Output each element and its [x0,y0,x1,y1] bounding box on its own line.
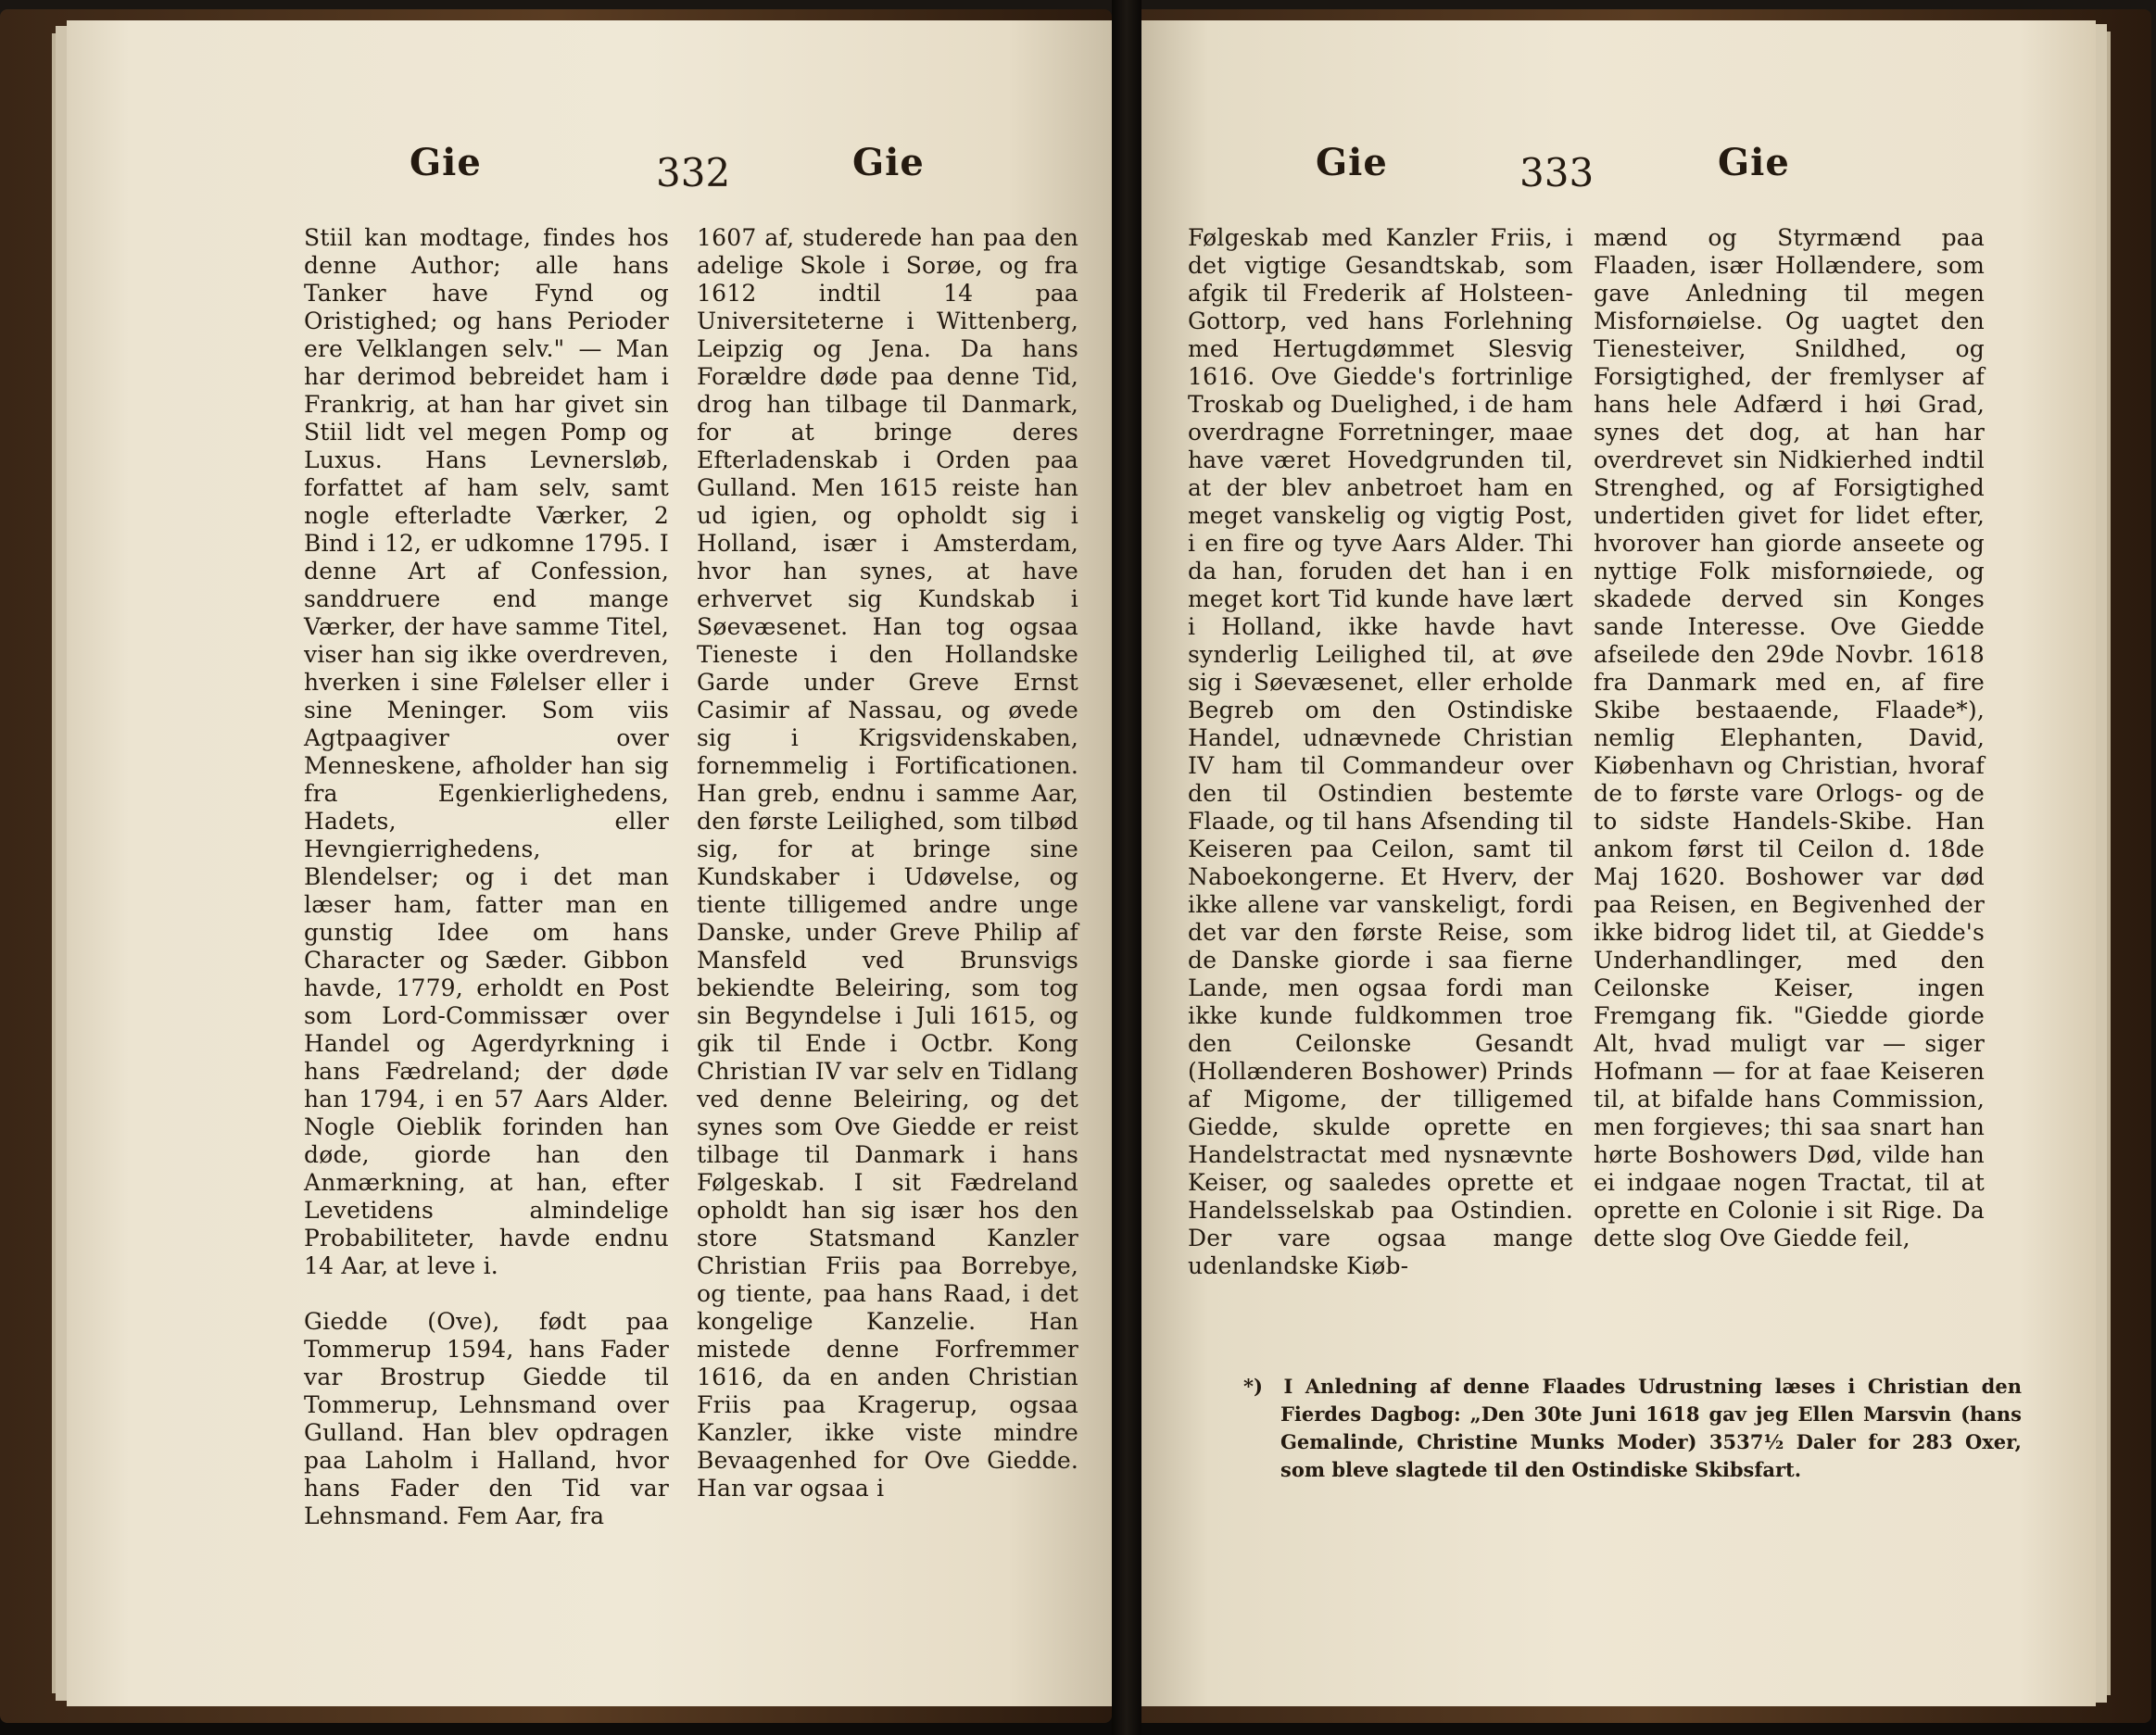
left-page-column-2 [697,224,1078,1502]
right-page-column-2 [1594,224,1985,1252]
footnote [1243,1373,2022,1484]
left-page [67,20,1112,1706]
left-header-left: Gie [410,141,482,184]
entry-giedde: Giedde (Ove), født paa Tommerup 1594, hans Fader var Brostrup Giedde til Tommerup, Lehnsmand over Gulland. Han blev opdragen paa Laholm i Halland, hvor hans Fader den Tid var Lehnsmand. Fem Aar, fra [304,1308,669,1529]
left-page-number: 332 [656,150,731,195]
right-page-column-1 [1188,224,1573,1280]
paragraph: mænd og Styrmænd paa Flaaden, især Hollændere, som gave Anledning til megen Misfornøielse. Og uagtet den Tienesteiver, Snildhed, og Forsigtighed, der fremlyser af hans hele Adfærd i høi Grad, synes det dog, at han har overdrevet sin Nidkierhed indtil Strenghed, og af Forsigtighed undertiden givet for lidet efter, hvorover han giorde anseete og nyttige Folk misfornøiede, og skadede derved sin Konges sande Interesse. Ove Giedde afseilede den 29de Novbr. 1618 fra Danmark med en, af fire Skibe bestaaende, Flaade*), nemlig Elephanten, David, Kiøbenhavn og Christian, hvoraf de to første vare Orlogs- og de to sidste Handels-Skibe. Han ankom først til Ceilon d. 18de Maj 1620. Boshower var død paa Reisen, en Begivenhed der ikke bidrog lidet til, at Giedde's Underhandlinger, med den Ceilonske Keiser, ingen Fremgang fik. "Giedde giorde Alt, hvad muligt var — siger Hofmann — for at faae Keiseren til, at bifalde hans Commission, men forgieves; thi saa snart han hørte Boshowers Død, vilde han ei indgaae nogen Tractat, til at oprette en Colonie i sit Rige. Da dette slog Ove Giedde feil, [1594,224,1985,1251]
paragraph: 1607 af, studerede han paa den adelige Skole i Sorøe, og fra 1612 indtil 14 paa Universiteterne i Wittenberg, Leipzig og Jena. Da hans Forældre døde paa denne Tid, drog han tilbage til Danmark, for at bringe deres Efterladenskab i Orden paa Gulland. Men 1615 reiste han ud igien, og opholdt sig i Holland, især i Amsterdam, hvor han synes, at have erhvervet sig Kundskab i Søevæsenet. Han tog ogsaa Tieneste i den Hollandske Garde under Greve Ernst Casimir af Nassau, og øvede sig i Krigsvidenskaben, fornemmelig i Fortificationen. Han greb, endnu i samme Aar, den første Leilighed, som tilbød sig, for at bringe sine Kundskaber i Udøvelse, og tiente tilligemed andre unge Danske, under Greve Philip af Mansfeld ved Brunsvigs bekiendte Beleiring, som tog sin Begyndelse i Juli 1615, og gik til Ende i Octbr. Kong Christian IV var selv en Tidlang ved denne Beleiring, og det synes som Ove Giedde er reist tilbage til Danmark i hans Følgeskab. I sit Fædreland opholdt han sig især hos den store Statsmand Kanzler Christian Friis paa Borrebye, og tiente, paa hans Raad, i det kongelige Kanzelie. Han mistede denne Forfremmer 1616, da en anden Christian Friis paa Kragerup, ogsaa Kanzler, ikke viste mindre Bevaagenhed for Ove Giedde. Han var ogsaa i [697,224,1078,1502]
footnote-marker: *) [1243,1375,1263,1398]
right-page [1141,20,2096,1706]
right-header-right: Gie [1718,141,1790,184]
left-header-right: Gie [852,141,925,184]
book-spine [1112,0,1141,1735]
paragraph: Følgeskab med Kanzler Friis, i det vigtige Gesandtskab, som afgik til Frederik af Holsteen-Gottorp, ved hans Forlehning med Hertugdømmet Slesvig 1616. Ove Giedde's fortrinlige Troskab og Duelighed, i de ham overdragne Forretninger, maae have været Hovedgrunden til, at der blev anbetroet ham en meget vanskelig og vigtig Post, i en fire og tyve Aars Alder. Thi da han, foruden det han i en meget kort Tid kunde have lært i Holland, ikke havde havt synderlig Leilighed til, at øve sig i Søevæsenet, eller erholde Begreb om den Ostindiske Handel, udnævnede Christian IV ham til Commandeur over den til Ostindien bestemte Flaade, og til hans Afsending til Keiseren paa Ceilon, samt til Naboekongerne. Et Hverv, der ikke allene var vanskeligt, fordi det var den første Reise, som de Danske giorde i saa fierne Lande, men ogsaa fordi man ikke kunde fuldkommen troe den Ceilonske Gesandt (Hollænderen Boshower) Prinds af Migome, der tilligemed Giedde, skulde oprette en Handelstractat med nysnævnte Keiser, og saaledes oprette et Handelsselskab paa Ostindien. Der vare ogsaa mange udenlandske Kiøb- [1188,224,1573,1279]
right-page-number: 333 [1519,150,1595,195]
footnote-text: I Anledning af denne Flaades Udrustning læses i Christian den Fierdes Dagbog: „Den 30te Juni 1618 gav jeg Ellen Marsvin (hans Gemalinde, Christine Munks Moder) 3537½ Daler for 283 Oxer, som bleve slagtede til den Ostindiske Skibsfart. [1280,1375,2022,1481]
paragraph: Stiil kan modtage, findes hos denne Author; alle hans Tanker have Fynd og Oristighed; og hans Perioder ere Velklangen selv." — Man har derimod bebreidet ham i Frankrig, at han har givet sin Stiil lidt vel megen Pomp og Luxus. Hans Levnersløb, forfattet af ham selv, samt nogle efterladte Værker, 2 Bind i 12, er udkomne 1795. I denne Art af Confession, sanddruere end mange Værker, der have samme Titel, viser han sig ikke overdreven, hverken i sine Følelser eller i sine Meninger. Som viis Agtpaagiver over Menneskene, afholder han sig fra Egenkierlighedens, Hadets, eller Hevngierrighedens, Blendelser; og i det man læser ham, fatter man en gunstig Idee om hans Character og Sæder. Gibbon havde, 1779, erholdt en Post som Lord-Commissær over Handel og Agerdyrkning i hans Fædreland; der døde han 1794, i en 57 Aars Alder. Nogle Oieblik forinden han døde, giorde han den Anmærkning, at han, efter Levetidens almindelige Probabiliteter, havde endnu 14 Aar, at leve i. [304,224,669,1279]
left-page-column-1 [304,224,669,1530]
right-header-left: Gie [1316,141,1388,184]
